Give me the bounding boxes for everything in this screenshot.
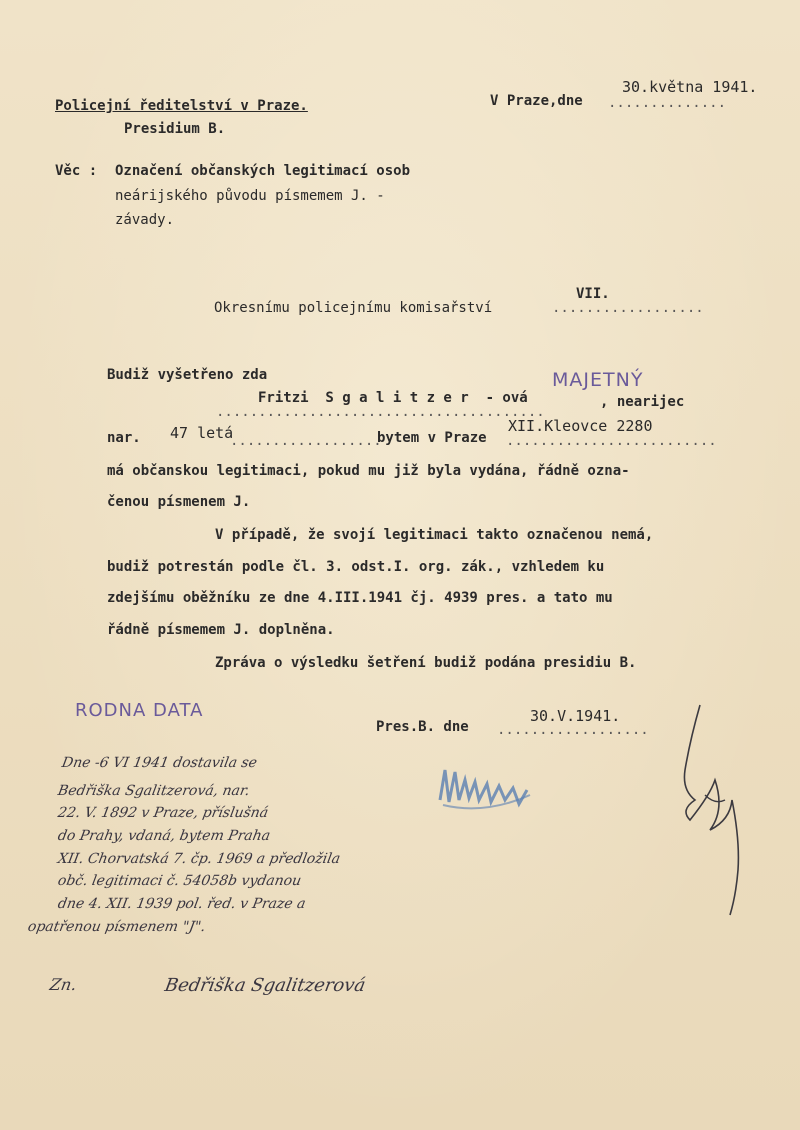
right-margin-signature <box>670 700 750 920</box>
subject-line-3: závady. <box>115 212 175 228</box>
handwritten-line-8: opatřenou písmenem "J". <box>26 919 207 935</box>
blue-signature-scribble <box>435 760 535 820</box>
handwritten-line-3: 22. V. 1892 v Praze, příslušná <box>56 805 270 821</box>
age-dots: .................. <box>230 433 382 449</box>
date-dots: .............. <box>608 95 727 111</box>
letter-date: 30.května 1941. <box>622 78 758 96</box>
pres-label: Pres.B. dne <box>376 719 469 735</box>
person-name: Fritzi S g a l i t z e r - ová <box>258 390 528 406</box>
handwritten-line-4: do Prahy, vdaná, bytem Praha <box>56 828 272 844</box>
subject-line-1: Označení občanských legitimací osob <box>115 163 411 179</box>
para2-line-3: zdejšímu oběžníku ze dne 4.III.1941 čj. 4939 pres. a tato mu <box>107 590 613 606</box>
age-value: 47 letá <box>170 424 234 442</box>
presidium-label: Presidium B. <box>124 121 226 137</box>
applicant-signature: Bedřiška Sgalitzerová <box>163 975 368 996</box>
address-value: XII.Kleovce 2280 <box>508 417 653 435</box>
subject-line-2: neárijského původu písmemem J. - <box>115 188 385 204</box>
para3-line-1: Zpráva o výsledku šetření budiž podána presidiu B. <box>215 655 637 671</box>
nearijec-text: , nearijec <box>600 394 685 410</box>
body-intro: Budiž vyšetřeno zda <box>107 367 268 383</box>
legit-line-1: má občanskou legitimaci, pokud mu již byla vydána, řádně ozna- <box>107 463 630 479</box>
residence-label: bytem v Praze <box>377 430 487 446</box>
addressee-dots: .................. <box>552 300 704 316</box>
pres-dots: .................. <box>497 722 649 738</box>
handwritten-line-7: dne 4. XII. 1939 pol. řed. v Praze a <box>56 896 307 912</box>
stamp-majetny: MAJETNÝ <box>552 369 644 391</box>
handwritten-line-5: XII. Chorvatská 7. čp. 1969 a předložila <box>56 851 342 867</box>
office-heading: Policejní ředitelství v Praze. <box>55 98 308 114</box>
subject-label: Věc : <box>55 163 98 179</box>
addressee-text: Okresnímu policejnímu komisařství <box>214 300 493 316</box>
para2-line-2: budiž potrestán podle čl. 3. odst.I. org. zák., vzhledem ku <box>107 559 605 575</box>
place-date-label: V Praze,dne <box>490 93 583 109</box>
address-dots: ......................... <box>506 433 717 449</box>
name-dots: ....................................... <box>216 404 545 420</box>
para2-line-1: V případě, že svojí legitimaci takto označenou nemá, <box>215 527 654 543</box>
handwritten-line-1: Dne -6 VI 1941 dostavila se <box>60 755 259 771</box>
district-number: VII. <box>576 286 610 302</box>
sign-label: Zn. <box>48 975 79 994</box>
handwritten-line-2: Bedřiška Sgalitzerová, nar. <box>56 783 251 799</box>
pres-date: 30.V.1941. <box>530 707 621 725</box>
birth-label: nar. <box>107 430 141 446</box>
handwritten-line-6: obč. legitimaci č. 54058b vydanou <box>56 873 303 889</box>
para2-line-4: řádně písmemem J. doplněna. <box>107 622 335 638</box>
legit-line-2: čenou písmenem J. <box>107 494 251 510</box>
stamp-rodna-data: RODNA DATA <box>75 700 204 721</box>
